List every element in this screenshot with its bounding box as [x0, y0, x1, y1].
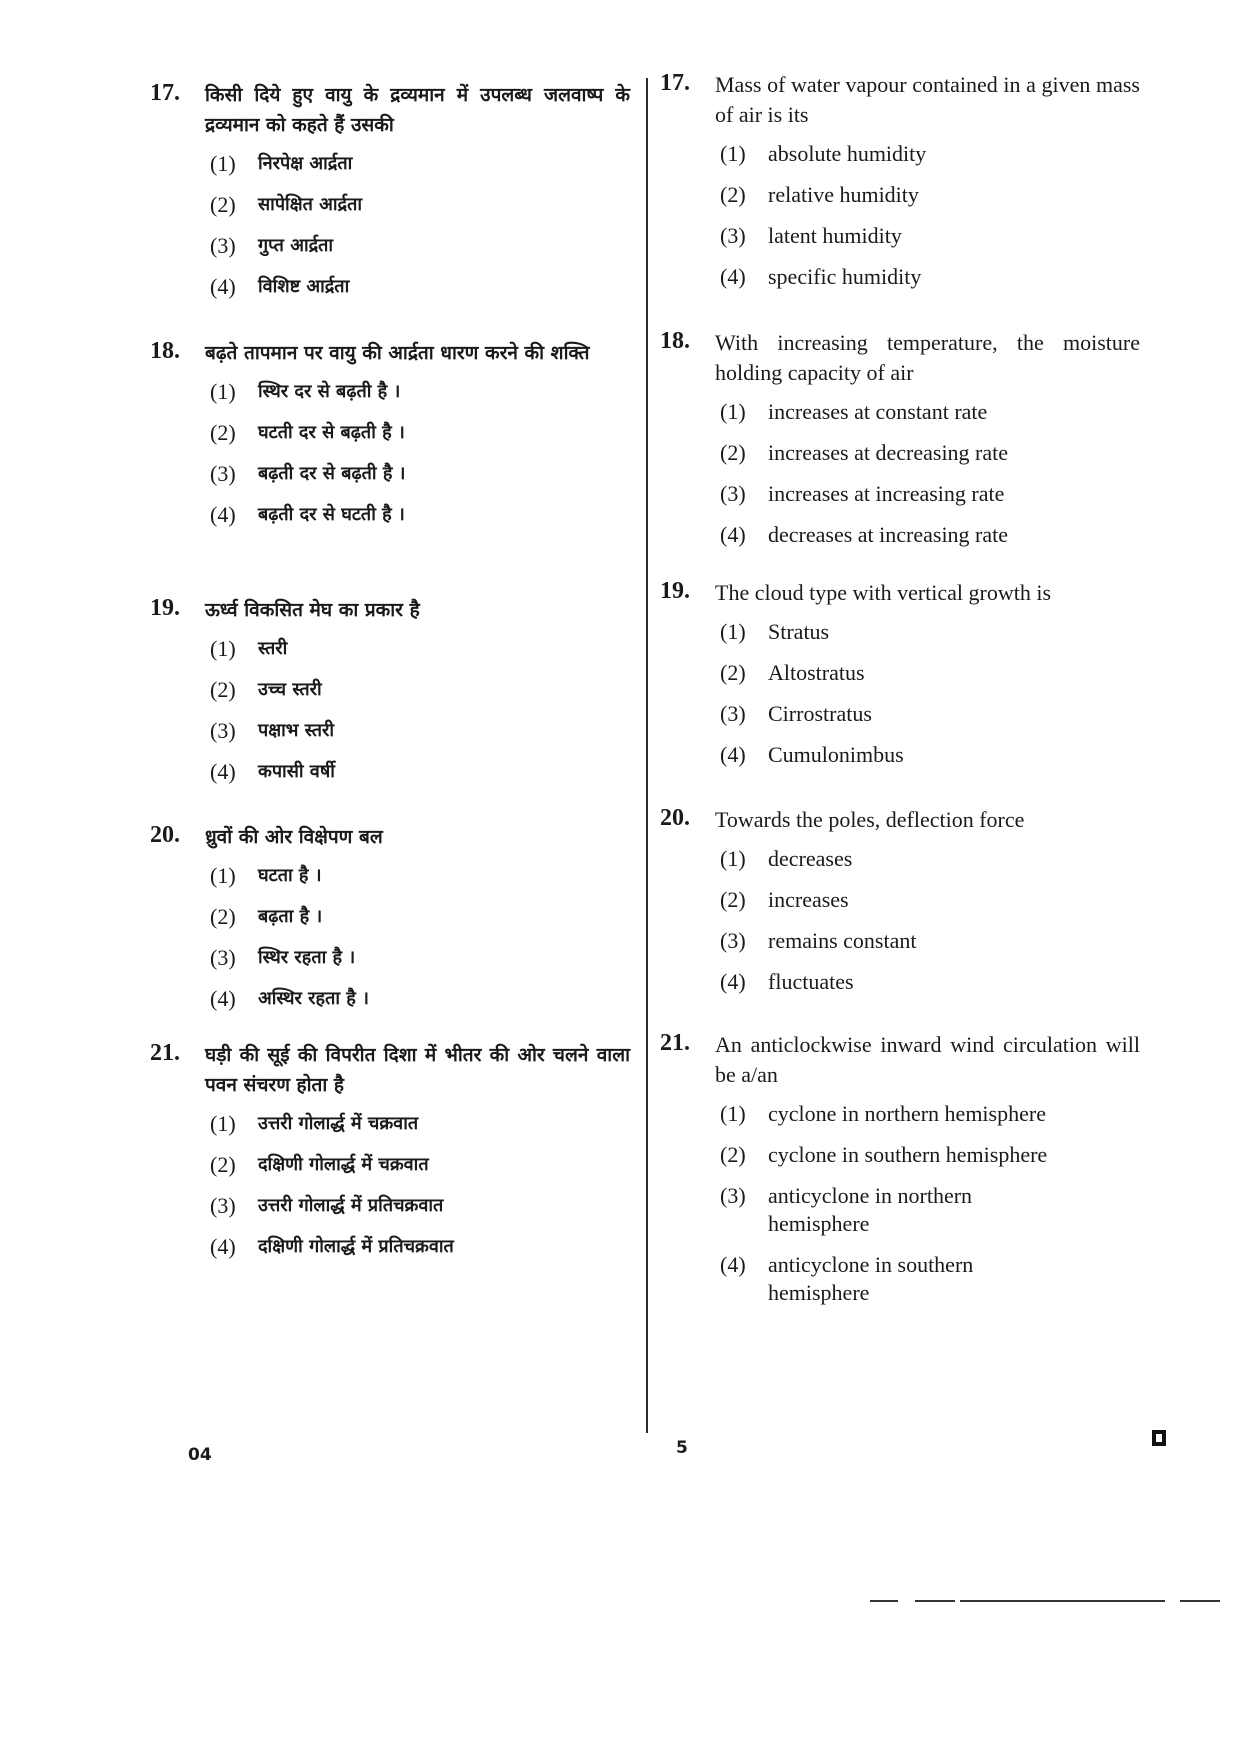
- column-divider: [646, 78, 648, 1433]
- question-number: 21.: [660, 1030, 690, 1056]
- options-list: [210, 150, 630, 301]
- option-2: (2) increases at decreasing rate: [720, 440, 1009, 465]
- question-number: 18.: [150, 338, 180, 364]
- option-3: (3) पक्षाभ स्तरी: [210, 718, 334, 743]
- option-1: (1) cyclone in northern hemisphere: [720, 1101, 1046, 1126]
- option-3: (3) increases at increasing rate: [720, 481, 1005, 506]
- option-1: (1) Stratus: [720, 619, 830, 644]
- question-text: An anticlockwise inward wind circulation will be a/an: [715, 1032, 1140, 1087]
- option-3: (3) remains constant: [720, 928, 917, 953]
- scan-artifact-line: [960, 1600, 1165, 1602]
- question-17-english: [660, 70, 1140, 304]
- option-4: (4) specific humidity: [720, 264, 922, 289]
- question-number: 19.: [660, 578, 690, 604]
- options-list: [210, 862, 630, 1013]
- option-3: (3) बढ़ती दर से बढ़ती है ।: [210, 461, 406, 486]
- option-1: (1) increases at constant rate: [720, 399, 988, 424]
- option-4: (4) बढ़ती दर से घटती है ।: [210, 502, 405, 527]
- question-number: 20.: [150, 822, 180, 848]
- question-number: 17.: [660, 70, 690, 96]
- options-list: [720, 1100, 1140, 1307]
- scan-artifact-line: [1180, 1600, 1220, 1602]
- scan-artifact-line: [870, 1600, 898, 1602]
- question-18-english: [660, 328, 1140, 562]
- option-2: (2) सापेक्षित आर्द्रता: [210, 192, 363, 217]
- options-list: [210, 635, 630, 786]
- option-3: (3) Cirrostratus: [720, 701, 872, 726]
- option-1: (1) घटता है ।: [210, 863, 322, 888]
- question-text: घड़ी की सूई की विपरीत दिशा में भीतर की ओर चलने वाला पवन संचरण होता है: [205, 1044, 630, 1096]
- option-2: (2) बढ़ता है ।: [210, 904, 323, 929]
- option-1: (1) स्तरी: [210, 636, 288, 661]
- question-21-english: [660, 1030, 1140, 1320]
- option-2: (2) cyclone in southern hemisphere: [720, 1142, 1048, 1167]
- question-text: बढ़ते तापमान पर वायु की आर्द्रता धारण करने की शक्ति: [205, 342, 590, 364]
- option-1: (1) decreases: [720, 846, 853, 871]
- options-list: [720, 845, 1140, 996]
- option-3: (3) उत्तरी गोलार्द्ध में प्रतिचक्रवात: [210, 1193, 444, 1218]
- page-number: 5: [676, 1438, 688, 1458]
- option-4: (4) दक्षिणी गोलार्द्ध में प्रतिचक्रवात: [210, 1234, 454, 1259]
- question-20-english: [660, 805, 1140, 1009]
- question-text: With increasing temperature, the moisture holding capacity of air: [715, 330, 1140, 385]
- question-18-hindi: [150, 338, 630, 542]
- option-4: (4) कपासी वर्षी: [210, 759, 335, 784]
- option-2: (2) increases: [720, 887, 849, 912]
- option-1: (1) absolute humidity: [720, 141, 927, 166]
- option-1: (1) स्थिर दर से बढ़ती है ।: [210, 379, 401, 404]
- option-1: (1) निरपेक्ष आर्द्रता: [210, 151, 353, 176]
- option-4: (4) fluctuates: [720, 969, 854, 994]
- question-number: 21.: [150, 1040, 180, 1066]
- page-code-label: 04: [188, 1445, 212, 1465]
- option-2: (2) घटती दर से बढ़ती है ।: [210, 420, 405, 445]
- option-2: (2) उच्च स्तरी: [210, 677, 322, 702]
- option-1: (1) उत्तरी गोलार्द्ध में चक्रवात: [210, 1111, 419, 1136]
- option-2: (2) Altostratus: [720, 660, 865, 685]
- question-text: The cloud type with vertical growth is: [715, 580, 1052, 605]
- options-list: [720, 140, 1140, 291]
- option-4: (4) विशिष्ट आर्द्रता: [210, 274, 350, 299]
- question-number: 19.: [150, 595, 180, 621]
- question-text: ध्रुवों की ओर विक्षेपण बल: [205, 826, 383, 848]
- option-4: (4) Cumulonimbus: [720, 742, 904, 767]
- option-4: (4) anticyclone in southern hemisphere: [720, 1252, 974, 1305]
- question-19-hindi: [150, 595, 630, 799]
- option-4: (4) अस्थिर रहता है ।: [210, 986, 369, 1011]
- question-text: किसी दिये हुए वायु के द्रव्यमान में उपलब्ध जलवाष्प के द्रव्यमान को कहते हैं उसकी: [205, 84, 630, 136]
- question-20-hindi: [150, 822, 630, 1026]
- option-2: (2) relative humidity: [720, 182, 919, 207]
- options-list: [720, 618, 1140, 769]
- option-4: (4) decreases at increasing rate: [720, 522, 1009, 547]
- question-text: Towards the poles, deflection force: [715, 807, 1025, 832]
- question-text: Mass of water vapour contained in a given mass of air is its: [715, 72, 1140, 127]
- question-21-hindi: [150, 1040, 630, 1274]
- options-list: [720, 398, 1140, 549]
- option-2: (2) दक्षिणी गोलार्द्ध में चक्रवात: [210, 1152, 429, 1177]
- question-number: 17.: [150, 80, 180, 106]
- option-3: (3) latent humidity: [720, 223, 902, 248]
- square-mark-icon: [1152, 1430, 1166, 1446]
- options-list: [210, 1110, 630, 1261]
- options-list: [210, 378, 630, 529]
- option-3: (3) गुप्त आर्द्रता: [210, 233, 334, 258]
- question-17-hindi: [150, 80, 630, 314]
- question-19-english: [660, 578, 1140, 782]
- question-number: 20.: [660, 805, 690, 831]
- question-text: ऊर्ध्व विकसित मेघ का प्रकार है: [205, 599, 420, 621]
- option-3: (3) स्थिर रहता है ।: [210, 945, 356, 970]
- question-number: 18.: [660, 328, 690, 354]
- scan-artifact-line: [915, 1600, 955, 1602]
- option-3: (3) anticyclone in northern hemisphere: [720, 1183, 973, 1236]
